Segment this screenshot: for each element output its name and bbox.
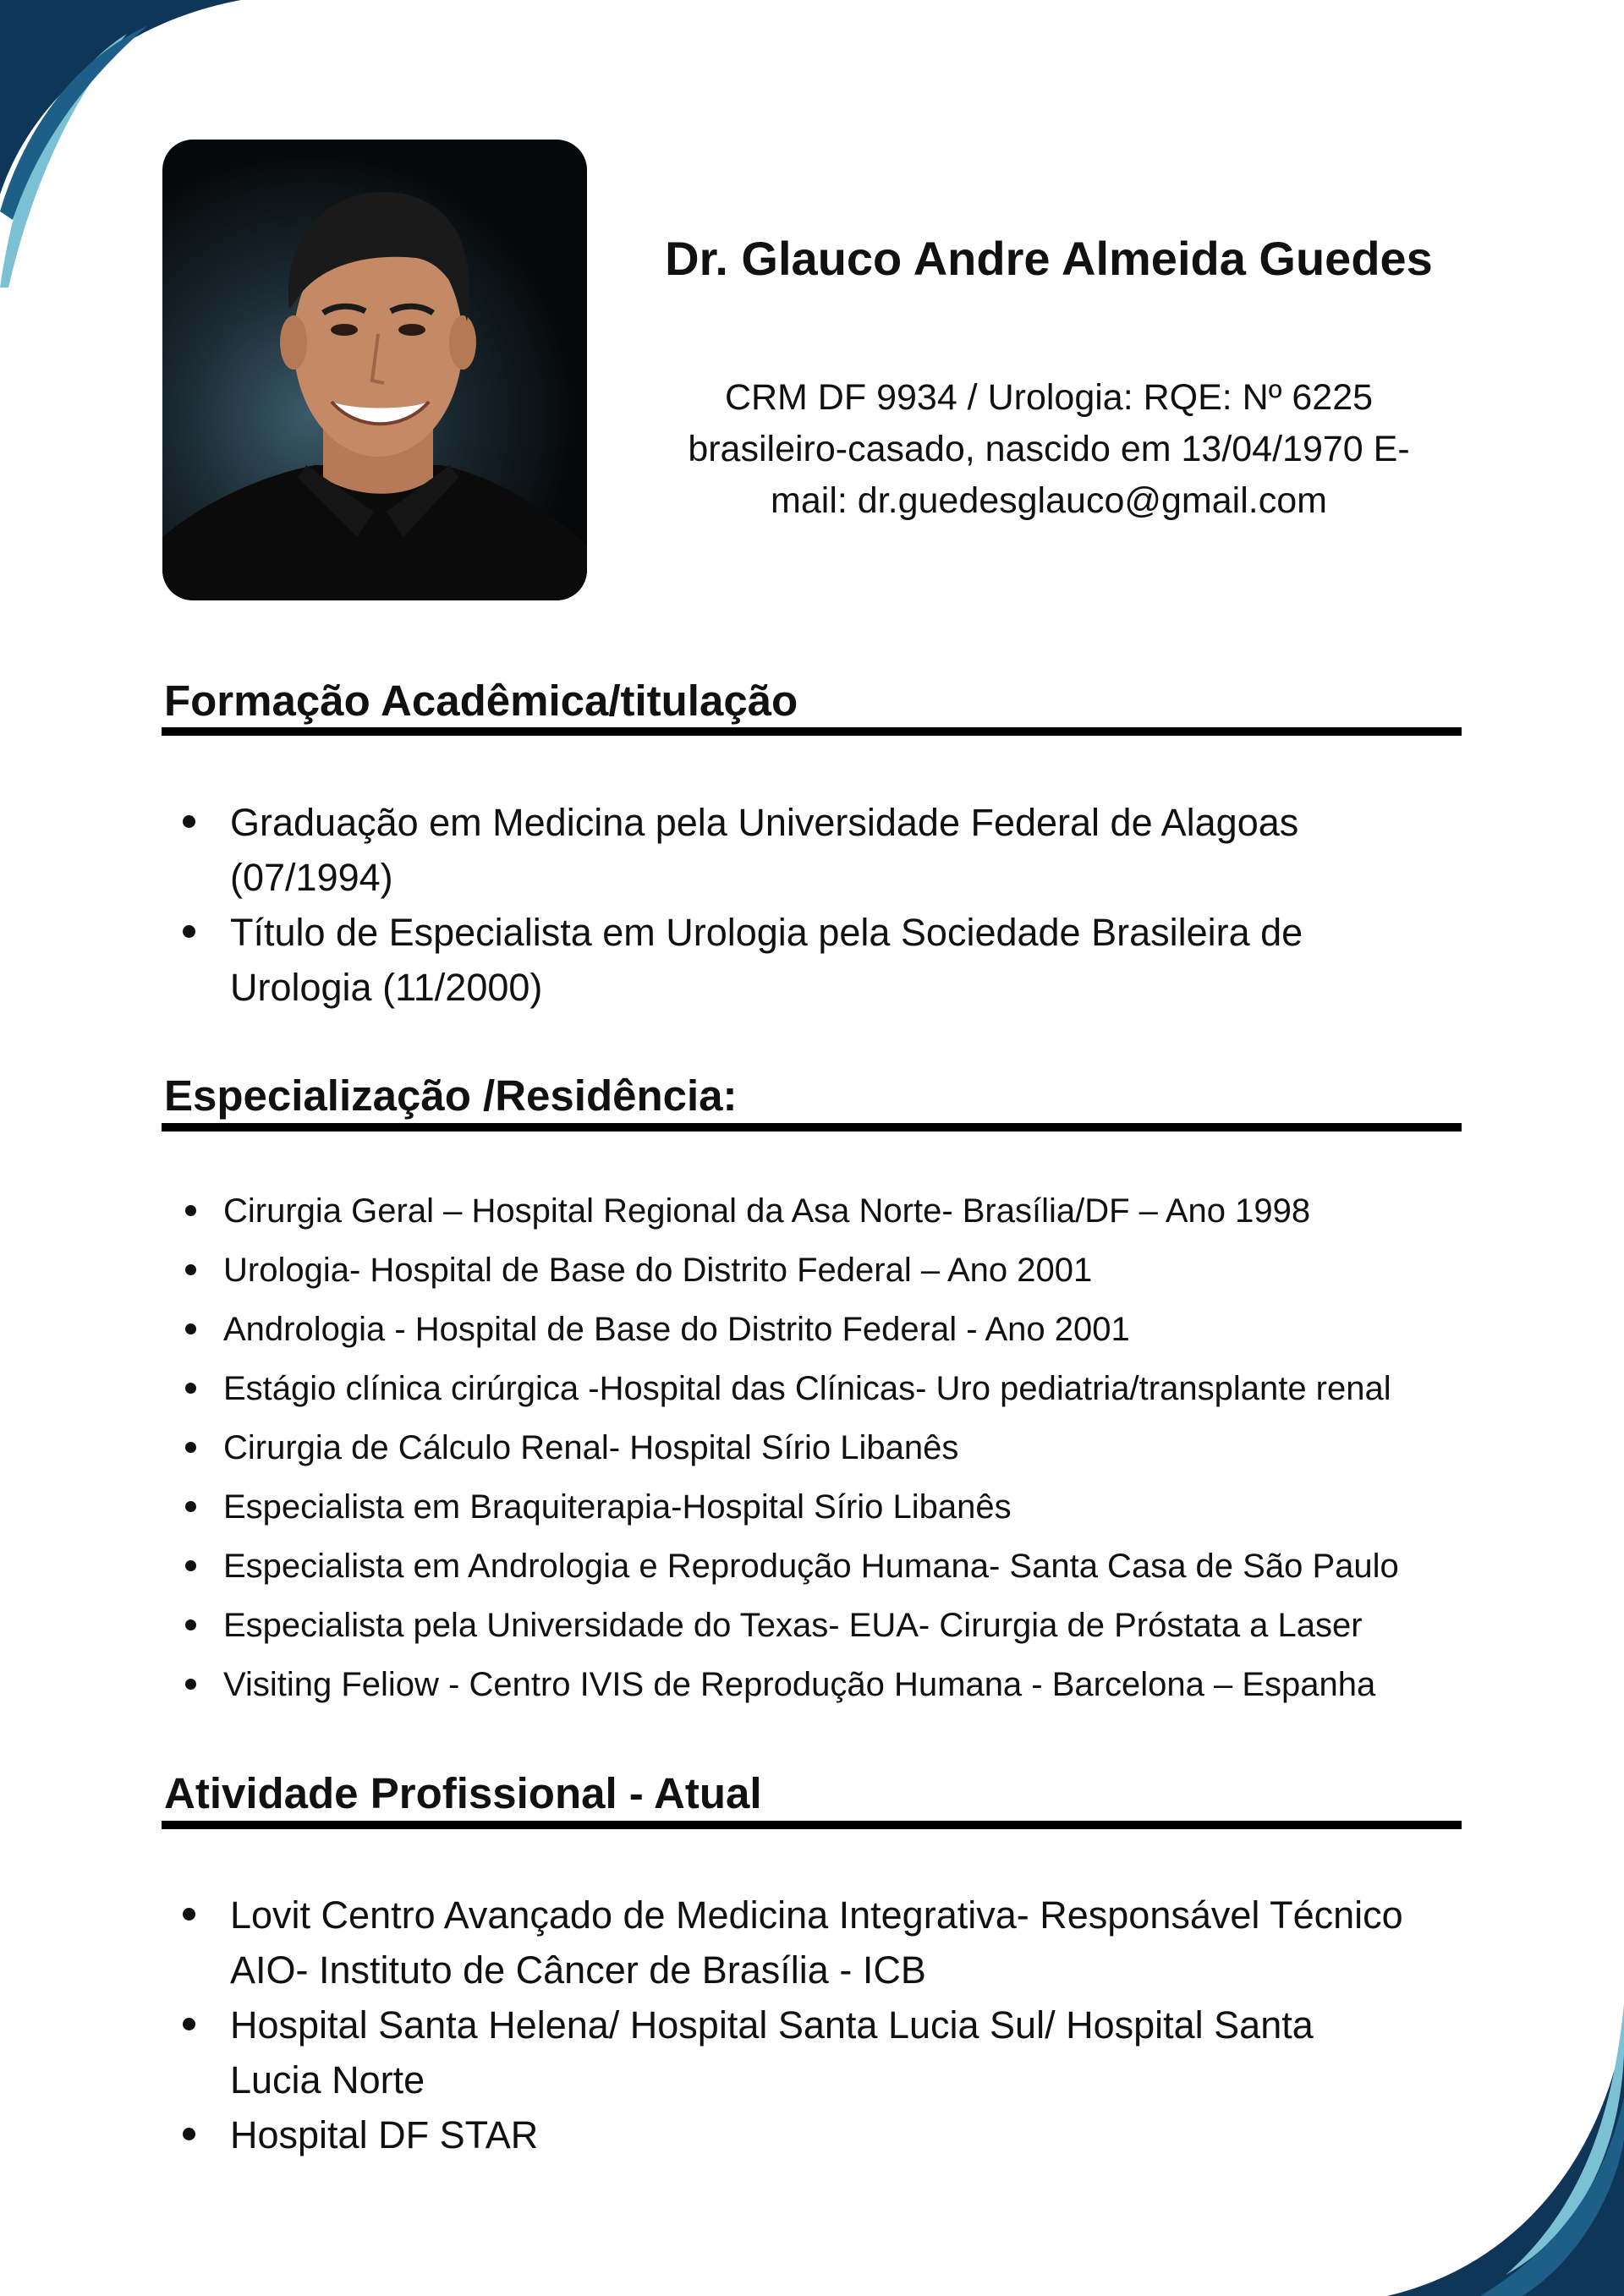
list-item: Estágio clínica cirúrgica -Hospital das Clínicas- Uro pediatria/transplante renal bbox=[223, 1359, 1594, 1418]
info-line: brasileiro-casado, nascido em 13/04/1970 E- bbox=[688, 429, 1410, 469]
info-line: CRM DF 9934 / Urologia: RQE: Nº 6225 bbox=[724, 377, 1374, 418]
list-item: Cirurgia de Cálculo Renal- Hospital Sírio Libanês bbox=[223, 1418, 1594, 1477]
profile-photo bbox=[162, 140, 587, 600]
list-item: Andrologia - Hospital de Base do Distrito Federal - Ano 2001 bbox=[223, 1300, 1594, 1359]
list-item: Especialista pela Universidade do Texas- EUA- Cirurgia de Próstata a Laser bbox=[223, 1596, 1594, 1655]
list-item: Visiting Feliow - Centro IVIS de Reprodução Humana - Barcelona – Espanha bbox=[223, 1655, 1594, 1714]
list-item: Especialista em Andrologia e Reprodução Humana- Santa Casa de São Paulo bbox=[223, 1537, 1594, 1596]
list-item: Lovit Centro Avançado de Medicina Integrativa- Responsável Técnico AIO- Instituto de Câncer de Brasília - ICB bbox=[230, 1888, 1414, 1997]
section-divider bbox=[162, 1821, 1462, 1829]
list-item: Hospital Santa Helena/ Hospital Santa Lucia Sul/ Hospital Santa Lucia Norte bbox=[230, 1997, 1414, 2107]
portrait-icon bbox=[162, 140, 587, 600]
section-divider bbox=[162, 1123, 1462, 1132]
info-line: mail: dr.guedesglauco@gmail.com bbox=[771, 480, 1327, 521]
contact-info bbox=[626, 372, 1472, 527]
section-title-especializacao: Especialização /Residência: bbox=[164, 1071, 738, 1120]
section-title-formacao: Formação Acadêmica/titulação bbox=[164, 677, 798, 725]
list-item: Graduação em Medicina pela Universidade Federal de Alagoas (07/1994) bbox=[230, 795, 1414, 905]
especializacao-list bbox=[223, 1181, 1594, 1714]
list-item: Cirurgia Geral – Hospital Regional da Asa Norte- Brasília/DF – Ano 1998 bbox=[223, 1181, 1594, 1241]
atividade-list bbox=[230, 1888, 1414, 2162]
list-item: Título de Especialista em Urologia pela Sociedade Brasileira de Urologia (11/2000) bbox=[230, 905, 1414, 1015]
section-divider bbox=[162, 727, 1462, 736]
section-title-atividade: Atividade Profissional - Atual bbox=[164, 1769, 762, 1817]
list-item: Hospital DF STAR bbox=[230, 2107, 1414, 2162]
list-item: Urologia- Hospital de Base do Distrito Federal – Ano 2001 bbox=[223, 1241, 1594, 1300]
formacao-list bbox=[230, 795, 1414, 1015]
list-item: Especialista em Braquiterapia-Hospital Sírio Libanês bbox=[223, 1477, 1594, 1537]
doctor-name: Dr. Glauco Andre Almeida Guedes bbox=[665, 232, 1433, 285]
